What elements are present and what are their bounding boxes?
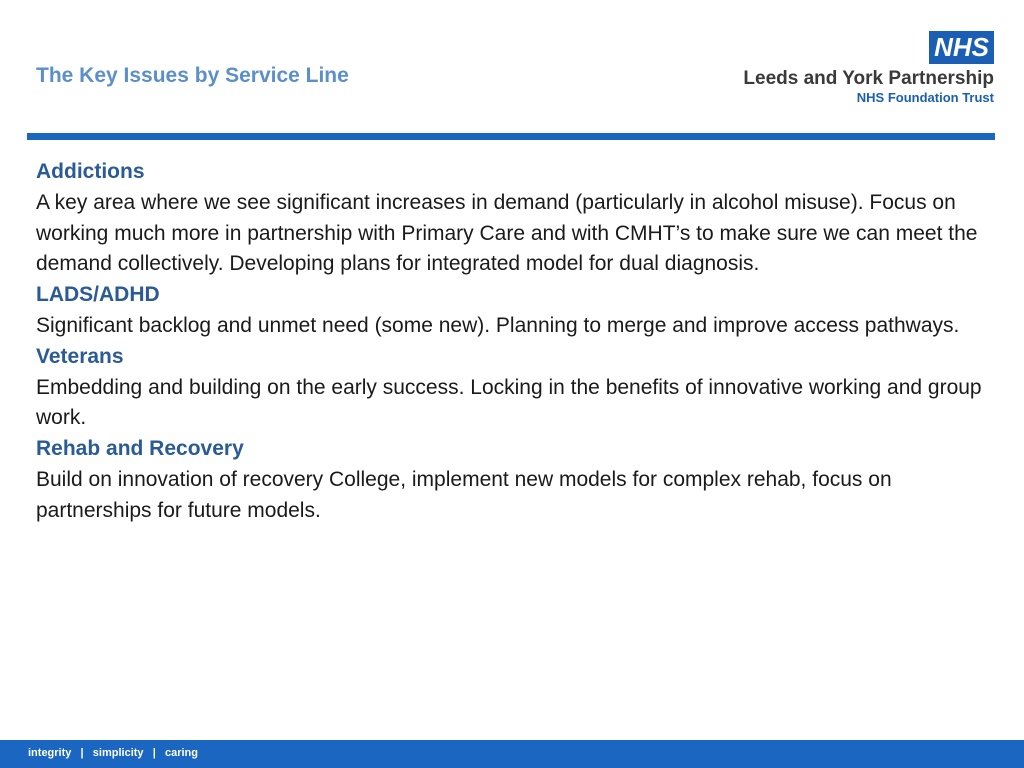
- section-text: A key area where we see significant increases in demand (particularly in alcohol misuse). Focus on working much more in partnership with Primary Care and with CMHT’s to make sure we can meet the demand collectively. Developing plans for integrated model for dual diagnosis.: [36, 190, 978, 276]
- footer-values: integrity | simplicity | caring: [28, 747, 198, 759]
- section-lads-adhd: [36, 280, 1004, 342]
- nhs-logo: [743, 31, 994, 106]
- section-heading: LADS/ADHD: [36, 283, 160, 307]
- section-veterans: [36, 342, 1004, 434]
- page-title: The Key Issues by Service Line: [36, 64, 349, 87]
- footer-bar: [0, 740, 1024, 768]
- section-text: Build on innovation of recovery College, implement new models for complex rehab, focus on partnerships for future models.: [36, 467, 892, 522]
- section-heading: Rehab and Recovery: [36, 437, 244, 461]
- org-subtitle: NHS Foundation Trust: [856, 90, 994, 105]
- content-body: [36, 157, 1004, 527]
- section-rehab-recovery: [36, 434, 1004, 526]
- nhs-badge: NHS: [929, 31, 994, 64]
- org-name: Leeds and York Partnership: [743, 68, 994, 89]
- section-addictions: [36, 157, 1004, 280]
- section-text: Embedding and building on the early success. Locking in the benefits of innovative working and group work.: [36, 375, 982, 430]
- section-heading: Veterans: [36, 344, 124, 368]
- section-text: Significant backlog and unmet need (some new). Planning to merge and improve access pathways.: [36, 313, 960, 337]
- header-divider: [27, 133, 995, 140]
- section-heading: Addictions: [36, 160, 145, 183]
